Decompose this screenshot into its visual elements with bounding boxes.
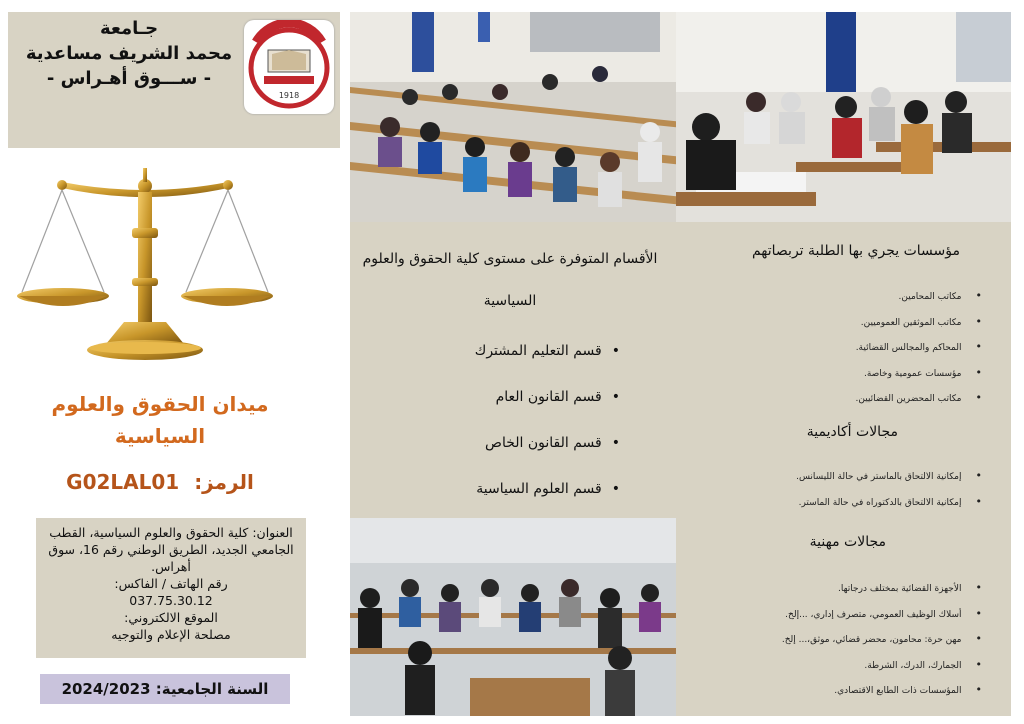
website-label: الموقع الالكتروني: [124, 610, 218, 625]
internship-item: • مكاتب المحضرين القضائيين. [760, 386, 982, 412]
code-line [40, 470, 280, 494]
code-value: G02LAL01 [66, 470, 180, 494]
university-header [8, 12, 340, 148]
department-item: • قسم العلوم السياسية [400, 466, 620, 512]
phone-value: 037.75.30.12 [129, 593, 213, 608]
department-item: • قسم التعليم المشترك [400, 328, 620, 374]
department-item: • قسم القانون العام [400, 374, 620, 420]
university-line3: - ســـوق أهـراس - [46, 68, 212, 89]
professional-item: • الأجهزة القضائية بمختلف درجاتها. [760, 576, 982, 602]
internship-item: • المحاكم والمجالس القضائية. [760, 335, 982, 361]
scales-of-justice-icon [14, 168, 276, 368]
university-logo-icon [244, 20, 334, 114]
academic-year: السنة الجامعية: 2024/2023 [40, 674, 290, 704]
exam-hall-photo [350, 518, 676, 716]
academic-list [760, 464, 982, 515]
contact-box [36, 518, 306, 658]
professional-item: • المؤسسات ذات الطابع الاقتصادي. [760, 678, 982, 704]
professional-item: • الجمارك، الدرك، الشرطة. [760, 653, 982, 679]
code-label: الرمز: [194, 470, 254, 494]
university-line1: جـامعة [99, 18, 159, 39]
phone-label: رقم الهاتف / الفاكس: [114, 576, 228, 591]
internship-item: • مؤسسات عمومية وخاصة. [760, 361, 982, 387]
academic-item: • إمكانية الالتحاق بالماستر في حالة الليسانس. [760, 464, 982, 490]
university-name [16, 16, 242, 91]
address-text: العنوان: كلية الحقوق والعلوم السياسية، القطب الجامعي الجديد، الطريق الوطني رقم 16، سوق أهراس. [48, 525, 294, 574]
field-title: ميدان الحقوق والعلوم السياسية [51, 392, 269, 448]
lecture-hall-photo [350, 12, 676, 222]
department-item: • قسم القانون الخاص [400, 420, 620, 466]
internships-heading: مؤسسات يجري بها الطلبة تربصاتهم [751, 243, 960, 259]
professional-item: • أسلاك الوظيف العمومي، متصرف إداري، ...إلخ. [760, 602, 982, 628]
departments-list [400, 328, 620, 512]
professional-heading: مجالات مهنية [809, 534, 886, 550]
professional-list [760, 576, 982, 704]
internship-item: • مكاتب المحامين. [760, 284, 982, 310]
academic-heading: مجالات أكاديمية [806, 424, 898, 440]
departments-heading: الأقسام المتوفرة على مستوى كلية الحقوق والعلوم السياسية [362, 251, 658, 309]
university-line2: محمد الشريف مساعدية [25, 43, 233, 64]
classroom-photo [676, 12, 1011, 222]
academic-item: • إمكانية الالتحاق بالدكتوراه في حالة الماستر. [760, 490, 982, 516]
website-value: مصلحة الإعلام والتوجيه [111, 627, 231, 642]
professional-item: • مهن حرة: محامون، محضر قضائي، موثق،... إلخ. [760, 627, 982, 653]
svg-text:1918: 1918 [278, 91, 300, 100]
internships-list [760, 284, 982, 412]
internship-item: • مكاتب الموثقين العموميين. [760, 310, 982, 336]
